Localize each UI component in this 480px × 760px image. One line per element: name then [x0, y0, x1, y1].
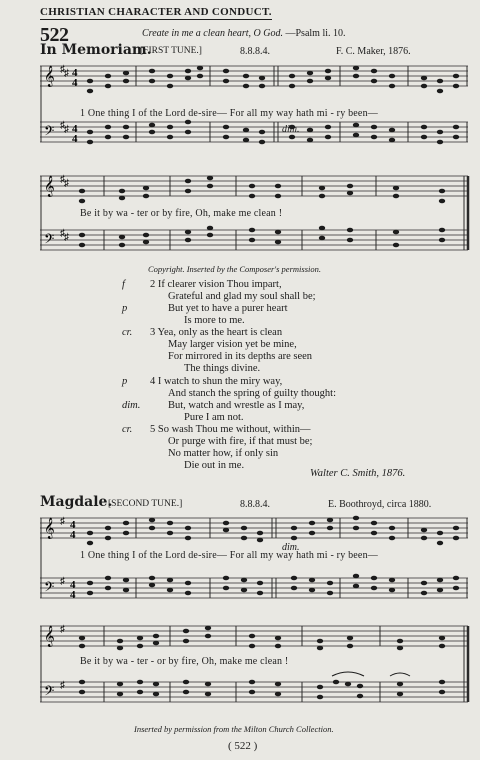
- svg-text:♯: ♯: [60, 516, 65, 527]
- verse-line: Is more to me.: [184, 315, 245, 326]
- verse-line: Pure I am not.: [184, 412, 244, 423]
- verse-line: 4 I watch to shun the miry way,: [150, 376, 283, 387]
- svg-text:♯: ♯: [60, 120, 65, 131]
- verse-line: But, watch and wrestle as I may,: [168, 400, 305, 411]
- hymn-number: 522: [40, 24, 69, 46]
- hymn-author: Walter C. Smith, 1876.: [310, 468, 406, 479]
- svg-text:♯: ♯: [60, 64, 65, 75]
- svg-text:𝄢: 𝄢: [44, 231, 55, 250]
- tune2-dim-mark: dim.: [282, 542, 300, 553]
- svg-text:♯: ♯: [64, 232, 69, 243]
- tune2-composer: E. Boothroyd, circa 1880.: [328, 499, 432, 510]
- page-header: CHRISTIAN CHARACTER AND CONDUCT.: [40, 6, 272, 18]
- svg-text:4: 4: [70, 529, 76, 541]
- svg-text:𝄢: 𝄢: [44, 579, 55, 598]
- dynamic-mark: cr.: [122, 327, 133, 338]
- tune2-credit: Inserted by permission from the Milton Church Collection.: [134, 724, 334, 734]
- dynamic-mark: p: [122, 376, 128, 387]
- tune1-credit: Copyright. Inserted by the Composer's permission.: [148, 264, 321, 274]
- verse-line: 3 Yea, only as the heart is clean: [150, 327, 283, 338]
- svg-text:♯: ♯: [64, 124, 69, 135]
- tune1-label: [FIRST TUNE.]: [140, 46, 202, 56]
- svg-text:𝄢: 𝄢: [44, 683, 55, 702]
- verse-4b: [122, 400, 305, 424]
- dynamic-mark: p: [122, 303, 128, 314]
- verse-line: Or purge with fire, if that must be;: [168, 436, 313, 447]
- verse-2b: [122, 303, 288, 327]
- svg-text:𝄞: 𝄞: [44, 176, 55, 197]
- svg-text:4: 4: [72, 67, 78, 79]
- tune1-meter: 8.8.8.4.: [240, 46, 270, 57]
- page-number: ( 522 ): [228, 740, 258, 752]
- verse-line: May larger vision yet be mine,: [168, 339, 297, 350]
- tune1-name: In Memoriam.: [40, 42, 152, 58]
- svg-text:♯: ♯: [60, 624, 65, 635]
- epigraph: [142, 28, 346, 39]
- svg-text:𝄞: 𝄞: [44, 66, 55, 87]
- epigraph-reference: —Psalm li. 10.: [285, 28, 346, 39]
- verse-line: But yet to have a purer heart: [168, 303, 288, 314]
- svg-text:4: 4: [70, 519, 76, 531]
- verse-2a: [122, 279, 316, 303]
- tune1-lyric-line1: 1 One thing I of the Lord de-sire— For all my way hath mi - ry been—: [80, 108, 378, 119]
- tune2-lyric-line2: Be it by wa - ter - or by fire, Oh, make me clean !: [80, 656, 289, 667]
- dynamic-mark: dim.: [122, 400, 141, 411]
- svg-text:4: 4: [72, 77, 78, 89]
- verse-line: The things divine.: [184, 363, 261, 374]
- tune1-composer: F. C. Maker, 1876.: [336, 46, 411, 57]
- svg-text:♯: ♯: [60, 174, 65, 185]
- tune2-label: [SECOND TUNE.]: [108, 499, 183, 509]
- tune1-lyric-line2: Be it by wa - ter or by fire, Oh, make me clean !: [80, 208, 283, 219]
- verse-line: And stanch the spring of guilty thought:: [168, 388, 336, 399]
- tune1-dim-mark: dim.: [282, 124, 300, 135]
- tune2-name: Magdale.: [40, 494, 113, 510]
- svg-text:4: 4: [70, 579, 76, 591]
- tune2-lyric-line1: 1 One thing I of the Lord de-sire— For all my way hath mi - ry been—: [80, 550, 378, 561]
- verse-5: [122, 424, 313, 472]
- verse-line: 5 So wash Thou me without, within—: [150, 424, 311, 435]
- verse-line: Die out in me.: [184, 460, 245, 471]
- svg-text:♯: ♯: [60, 228, 65, 239]
- svg-text:4: 4: [70, 589, 76, 601]
- verse-4a: [122, 376, 336, 400]
- svg-text:𝄞: 𝄞: [44, 626, 55, 647]
- svg-text:♯: ♯: [60, 576, 65, 587]
- svg-text:4: 4: [72, 133, 78, 145]
- verse-line: Grateful and glad my soul shall be;: [168, 291, 316, 302]
- verse-3: [122, 327, 313, 375]
- epigraph-text: Create in me a clean heart, O God.: [142, 28, 283, 39]
- svg-text:𝄞: 𝄞: [44, 518, 55, 539]
- tune2-meter: 8.8.8.4.: [240, 499, 270, 510]
- svg-text:4: 4: [72, 123, 78, 135]
- verse-line: 2 If clearer vision Thou impart,: [150, 279, 282, 290]
- verse-line: No matter how, if only sin: [168, 448, 279, 459]
- tune1-system1-staff: [40, 58, 472, 154]
- svg-text:♯: ♯: [60, 680, 65, 691]
- svg-text:♯: ♯: [64, 178, 69, 189]
- svg-text:♯: ♯: [64, 68, 69, 79]
- dynamic-mark: f: [122, 279, 125, 290]
- svg-text:𝄢: 𝄢: [44, 123, 55, 142]
- verse-line: For mirrored in its depths are seen: [168, 351, 313, 362]
- dynamic-mark: cr.: [122, 424, 133, 435]
- tune2-system2-staff: [40, 618, 472, 720]
